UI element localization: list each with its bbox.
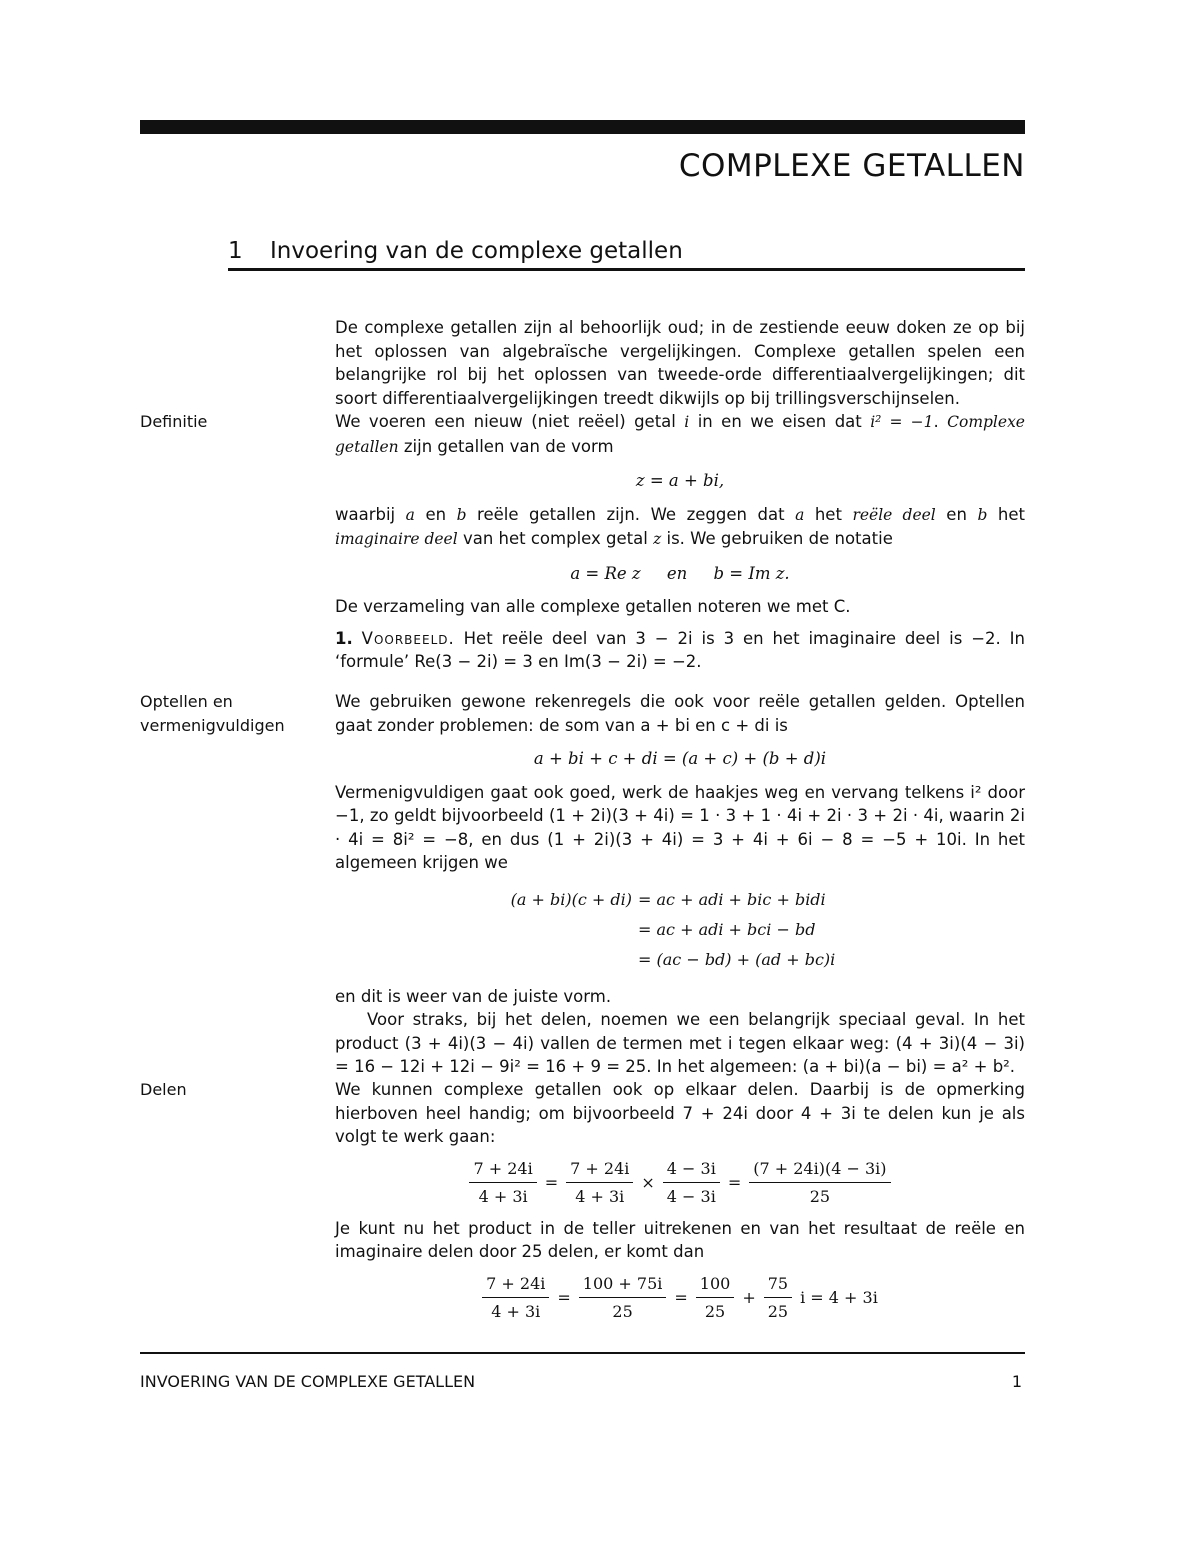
denominator: 25 xyxy=(809,1187,831,1206)
numerator: 100 + 75i xyxy=(579,1272,667,1299)
operator: = xyxy=(674,1287,688,1307)
equation-sum: a + bi + c + di = (a + c) + (b + d)i xyxy=(533,749,827,768)
math-var: b xyxy=(977,505,988,524)
text-run: in en we eisen dat xyxy=(689,412,871,431)
aligned-rhs: = (ac − bd) + (ad + bc)i xyxy=(638,949,836,969)
text-run: is. We gebruiken de notatie xyxy=(661,529,893,548)
fraction xyxy=(482,1272,549,1324)
text-run: en xyxy=(414,504,457,524)
numerator: 4 − 3i xyxy=(663,1157,720,1184)
numerator-paragraph: Je kunt nu het product in de teller uitrekenen en van het resultaat de reële en imaginaire delen door 25 delen, er komt dan xyxy=(335,1218,1025,1261)
running-footer: INVOERING VAN DE COMPLEXE GETALLEN xyxy=(140,1372,476,1391)
denominator: 4 + 3i xyxy=(575,1187,625,1206)
denominator: 25 xyxy=(704,1302,726,1321)
aligned-equations xyxy=(510,885,1025,975)
fraction xyxy=(566,1157,633,1209)
math-inline: i² = −1 xyxy=(870,413,934,431)
defined-term: Complexe getallen xyxy=(335,413,1025,456)
operator: i = 4 + 3i xyxy=(800,1287,878,1307)
fraction xyxy=(579,1272,667,1324)
section-heading xyxy=(228,238,1025,271)
numerator: 75 xyxy=(764,1272,792,1299)
set-notation-paragraph: De verzameling van alle complexe getallen noteren we met C. xyxy=(335,597,851,616)
operator: = xyxy=(557,1287,571,1307)
text-run: . xyxy=(933,412,948,431)
margin-note-definitie: Definitie xyxy=(140,412,208,431)
numerator: 7 + 24i xyxy=(469,1157,536,1184)
section-title: Invoering van de complexe getallen xyxy=(270,238,683,264)
special-case-paragraph: Voor straks, bij het delen, noemen we een belangrijk speciaal geval. In het product (3 + 4i)(3 − 4i) vallen de termen met i tegen elkaar weg: (4 + 3i)(4 − 3i) = 16 − 12i + 12i − 9i² = 16 + 9 = 25. In het algemeen: (a + bi)(a − bi) = a² + b². xyxy=(335,1010,1025,1076)
addition-paragraph: We gebruiken gewone rekenregels die ook voor reële getallen gelden. Optellen gaat zonder problemen: de som van a + bi en c + di is xyxy=(335,692,1025,735)
top-rule xyxy=(140,120,1025,134)
example-label: Voorbeeld. xyxy=(361,628,455,648)
intro-paragraph: De complexe getallen zijn al behoorlijk oud; in de zestiende eeuw doken ze op bij het oplossen van algebraïsche vergelijkingen. Complexe getallen spelen een belangrijke rol bij het oplossen van tweede-orde differentiaalvergelijkingen; dit soort differentiaalvergelijkingen treedt dikwijls op bij trillingsverschijnselen. xyxy=(335,318,1025,408)
fraction xyxy=(663,1157,720,1209)
math-var: a xyxy=(795,505,805,524)
text-run: We voeren een nieuw (niet reëel) getal xyxy=(335,412,685,431)
margin-note-line: vermenigvuldigen xyxy=(140,716,285,735)
bottom-rule xyxy=(140,1352,1025,1354)
text-run: van het complex getal xyxy=(457,529,654,548)
section-number: 1 xyxy=(228,238,243,264)
body-text-division xyxy=(335,1078,1025,1332)
example-paragraph xyxy=(335,627,1025,674)
margin-note-line: Optellen en xyxy=(140,692,233,711)
denominator: 25 xyxy=(612,1302,633,1321)
fraction xyxy=(696,1272,735,1324)
aligned-row xyxy=(510,915,1025,945)
margin-note-optellen xyxy=(140,690,320,738)
margin-note-delen: Delen xyxy=(140,1080,187,1099)
text-run: reële getallen zijn. We zeggen dat xyxy=(466,504,796,524)
operator: = xyxy=(544,1172,559,1192)
text-run: en xyxy=(935,504,978,524)
definition-paragraph xyxy=(335,410,1025,459)
body-text-intro xyxy=(335,316,1025,674)
denominator: 4 + 3i xyxy=(491,1302,541,1321)
numerator: (7 + 24i)(4 − 3i) xyxy=(749,1157,890,1184)
text-run: waarbij xyxy=(335,504,406,524)
defined-term: imaginaire deel xyxy=(335,530,458,548)
page-number: 1 xyxy=(1011,1372,1022,1391)
operator: + xyxy=(742,1287,756,1307)
numerator: 7 + 24i xyxy=(566,1157,633,1184)
fraction xyxy=(469,1157,536,1209)
multiplication-paragraph: Vermenigvuldigen gaat ook goed, werk de haakjes weg en vervang telkens i² door −1, zo geldt bijvoorbeeld (1 + 2i)(3 + 4i) = 1 · 3 + 1 · 4i + 2i · 3 + 2i · 4i, waarin 2i · 4i = 8i² = −8, en dus (1 + 2i)(3 + 4i) = 3 + 4i + 6i − 8 = −5 + 10i. In het algemeen krijgen we xyxy=(335,782,1025,872)
math-var: z xyxy=(653,530,662,548)
division-paragraph: We kunnen complexe getallen ook op elkaar delen. Daarbij is de opmerking hierboven heel handig; om bijvoorbeeld 7 + 24i door 4 + 3i te delen kun je als volgt te werk gaan: xyxy=(335,1080,1025,1146)
equation-re-im: a = Re z en b = Im z. xyxy=(570,563,790,583)
math-var: a xyxy=(405,505,415,524)
operator: = xyxy=(727,1172,742,1192)
aligned-row xyxy=(510,885,1025,915)
body-text-operations xyxy=(335,690,1025,1079)
denominator: 4 + 3i xyxy=(478,1187,528,1206)
form-paragraph: en dit is weer van de juiste vorm. xyxy=(335,986,612,1006)
aligned-lhs xyxy=(510,915,638,945)
text-run: het xyxy=(987,504,1025,524)
text-run: zijn getallen van de vorm xyxy=(398,436,614,456)
chapter-title: COMPLEXE GETALLEN xyxy=(678,148,1025,184)
real-imag-paragraph xyxy=(335,503,1025,552)
fraction xyxy=(764,1272,792,1324)
math-var: b xyxy=(456,505,467,524)
numerator: 7 + 24i xyxy=(482,1272,549,1299)
aligned-rhs: = ac + adi + bic + bidi xyxy=(638,889,826,909)
section-heading-block xyxy=(228,238,1025,271)
math-var: i xyxy=(684,413,690,431)
denominator: 4 − 3i xyxy=(666,1187,716,1206)
aligned-row xyxy=(510,945,1025,975)
fraction-equation-1 xyxy=(335,1157,1025,1209)
text-run: het xyxy=(804,504,853,524)
defined-term: reële deel xyxy=(852,505,936,524)
fraction-equation-2 xyxy=(335,1272,1025,1324)
example-text: Het reële deel van 3 − 2i is 3 en het imaginaire deel is −2. In ‘formule’ Re(3 − 2i) = 3 en Im(3 − 2i) = −2. xyxy=(335,628,1026,671)
fraction xyxy=(749,1157,890,1209)
aligned-lhs xyxy=(510,945,638,975)
numerator: 100 xyxy=(696,1272,735,1299)
aligned-lhs: (a + bi)(c + di) xyxy=(510,889,632,909)
aligned-rhs: = ac + adi + bci − bd xyxy=(638,919,816,939)
denominator: 25 xyxy=(767,1302,789,1321)
equation-z: z = a + bi, xyxy=(635,471,725,490)
operator: × xyxy=(641,1172,655,1192)
example-number: 1. xyxy=(335,628,353,648)
